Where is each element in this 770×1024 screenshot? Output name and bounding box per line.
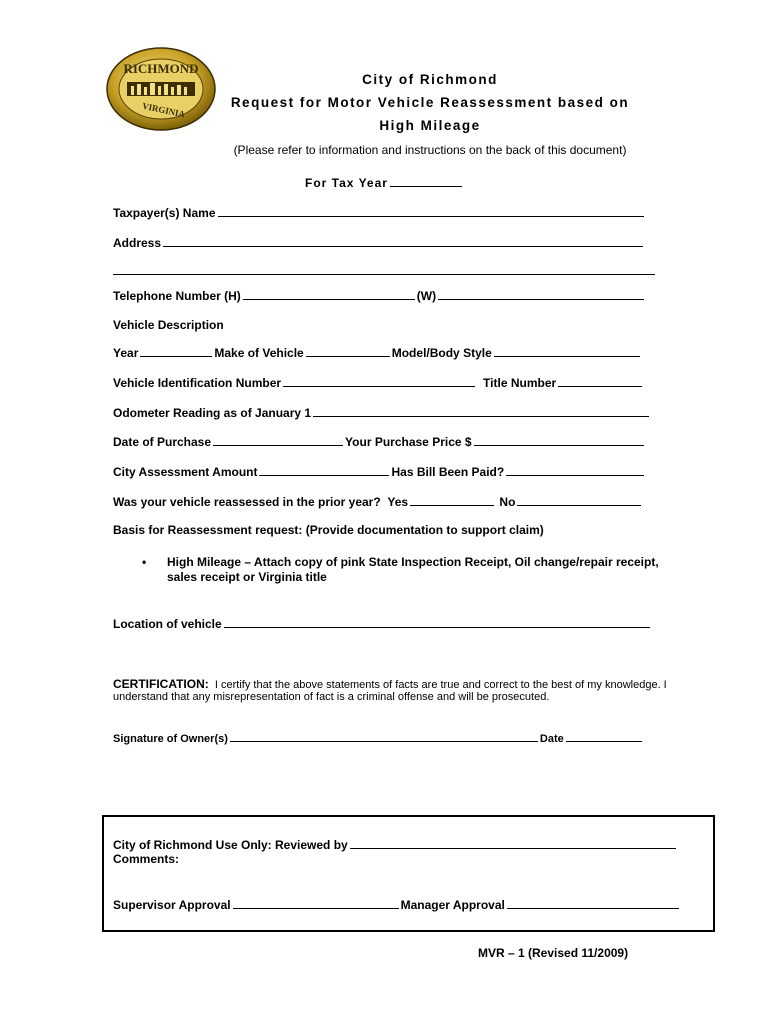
certification-line1 (113, 677, 667, 691)
manager-field[interactable] (507, 897, 679, 909)
model-field[interactable] (494, 345, 640, 357)
certification-text1: I certify that the above statements of facts are true and correct to the best of my knowledge. I (214, 679, 667, 691)
seal-text-top: RICHMOND (123, 61, 199, 76)
signature-row (113, 731, 644, 745)
vehicle-description-heading: Vehicle Description (113, 318, 224, 332)
comments-label: Comments: (113, 852, 180, 866)
year-label: Year (113, 346, 139, 360)
year-make-model-row (113, 345, 642, 360)
bullet-high-mileage-line2: sales receipt or Virginia title (167, 570, 327, 584)
purchase-row (113, 434, 646, 449)
supervisor-field[interactable] (233, 897, 399, 909)
bullet-high-mileage-line1: High Mileage – Attach copy of pink State Inspection Receipt, Oil change/repair receipt, (167, 555, 659, 569)
address-label: Address (113, 236, 162, 250)
vin-row (113, 375, 644, 390)
taxpayer-row (113, 205, 646, 220)
make-field[interactable] (306, 345, 390, 357)
city-assessment-field[interactable] (259, 464, 389, 476)
taxpayer-label: Taxpayer(s) Name (113, 206, 216, 220)
address-field-line2[interactable] (113, 274, 655, 275)
location-label: Location of vehicle (113, 617, 222, 631)
title-number-field[interactable] (558, 375, 642, 387)
vin-label: Vehicle Identification Number (113, 376, 282, 390)
bill-paid-label: Has Bill Been Paid? (391, 465, 505, 479)
odometer-row (113, 405, 651, 420)
odometer-label: Odometer Reading as of January 1 (113, 406, 312, 420)
date-purchase-label: Date of Purchase (113, 435, 212, 449)
date-purchase-field[interactable] (213, 434, 343, 446)
make-label: Make of Vehicle (214, 346, 304, 360)
bill-paid-field[interactable] (506, 464, 644, 476)
prior-year-row (113, 494, 643, 509)
location-row (113, 616, 652, 631)
basis-heading: Basis for Reassessment request: (Provide documentation to support claim) (113, 523, 544, 537)
bullet-dot: • (142, 555, 147, 569)
yes-field[interactable] (410, 494, 494, 506)
tax-year-field[interactable] (390, 175, 462, 187)
model-label: Model/Body Style (391, 346, 492, 360)
telephone-h-label: Telephone Number (H) (113, 289, 241, 303)
title-high-mileage: High Mileage (379, 118, 481, 133)
telephone-w-label: (W) (416, 289, 437, 303)
vin-field[interactable] (283, 375, 475, 387)
prior-year-label: Was your vehicle reassessed in the prior year? (113, 495, 381, 509)
tax-year-label: For Tax Year (305, 176, 388, 190)
purchase-price-field[interactable] (474, 434, 644, 446)
address-field[interactable] (163, 235, 643, 247)
approval-row (113, 897, 681, 912)
signature-date-field[interactable] (566, 731, 642, 742)
reviewed-by-label: City of Richmond Use Only: Reviewed by (113, 838, 348, 852)
telephone-row (113, 288, 646, 303)
no-field[interactable] (517, 494, 641, 506)
reviewed-by-row (113, 837, 678, 852)
title-number-label: Title Number (483, 376, 557, 390)
location-field[interactable] (224, 616, 650, 628)
certification-text2: understand that any misrepresentation of fact is a criminal offense and will be prosecuted. (113, 691, 550, 703)
telephone-h-field[interactable] (243, 288, 415, 300)
address-row (113, 235, 645, 250)
seal-text-bottom: VIRGINIA (141, 100, 186, 120)
no-label: No (499, 495, 516, 509)
signature-label: Signature of Owner(s) (113, 733, 228, 745)
manager-label: Manager Approval (400, 898, 505, 912)
purchase-price-label: Your Purchase Price $ (345, 435, 472, 449)
taxpayer-field[interactable] (218, 205, 644, 217)
certification-label: CERTIFICATION: (113, 677, 209, 691)
tax-year-row (305, 175, 464, 190)
form-id: MVR – 1 (Revised 11/2009) (478, 946, 629, 960)
city-assessment-label: City Assessment Amount (113, 465, 258, 479)
title-city: City of Richmond (362, 72, 498, 87)
year-field[interactable] (140, 345, 212, 357)
yes-label: Yes (387, 495, 409, 509)
odometer-field[interactable] (313, 405, 649, 417)
signature-field[interactable] (230, 731, 538, 742)
office-use-box (102, 815, 715, 932)
title-request: Request for Motor Vehicle Reassessment based on (230, 95, 630, 110)
assessment-row (113, 464, 646, 479)
telephone-w-field[interactable] (438, 288, 644, 300)
signature-date-label: Date (539, 733, 564, 745)
reviewed-by-field[interactable] (350, 837, 676, 849)
supervisor-label: Supervisor Approval (113, 898, 231, 912)
instructions-note: (Please refer to information and instructions on the back of this document) (233, 143, 627, 157)
